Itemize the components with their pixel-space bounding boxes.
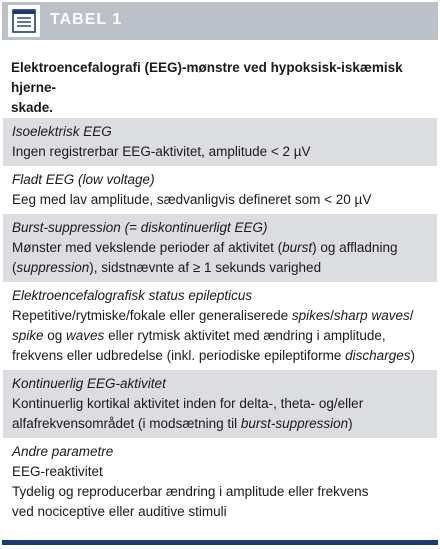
row-title: Isoelektrisk EEG [12,124,112,139]
row-description: Ingen registrerbar EEG-aktivitet, amplitude < 2 µV [12,144,311,159]
row-description: alfafrekvensområdet (i modsætning til burst-suppression) [12,416,353,431]
row-description: frekvens eller udbredelse (inkl. periodiske epileptiforme discharges) [12,348,415,363]
table-caption [11,58,431,118]
row-title: Elektroencefalografisk status epilepticus [12,288,253,303]
row-description: Mønster med vekslende perioder af aktivitet (burst) og affladning [12,240,398,255]
caption-line: skade. [11,100,54,115]
row-description: Tydelig og reproducerbar ændring i amplitude eller frekvens [12,484,369,499]
table-footer-bar [2,540,438,545]
table-body [3,118,437,526]
row-title: Kontinuerlig EEG-aktivitet [12,376,166,391]
table-row [3,438,437,526]
row-description: ved nociceptive eller auditive stimuli [12,504,227,519]
caption-line: Elektroencefalografi (EEG)-mønstre ved hypoksisk-iskæmisk hjerne- [11,60,403,95]
table-row [3,282,437,370]
table-document-icon [8,5,40,37]
row-description: Repetitive/rytmiske/fokale eller generaliserede spikes/sharp waves/ [12,308,414,323]
row-description: Eeg med lav amplitude, sædvanligvis defineret som < 20 µV [12,192,372,207]
table-row [3,214,437,282]
table-row [3,118,437,166]
row-description: Kontinuerlig kortikal aktivitet inden for delta-, theta- og/eller [12,396,364,411]
table-row [3,370,437,438]
table-header-bar [2,2,438,40]
row-title: Andre parametre [12,444,114,459]
row-description: EEG-reaktivitet [12,464,103,479]
row-description: (suppression), sidstnævnte af ≥ 1 sekunds varighed [12,260,322,275]
row-title: Burst-suppression (= diskontinuerligt EEG) [12,220,268,235]
table-number-label: TABEL 1 [50,11,123,28]
table-row [3,166,437,214]
row-description: spike og waves eller rytmisk aktivitet med ændring i amplitude, [12,328,386,343]
row-title: Fladt EEG (low voltage) [12,172,155,187]
